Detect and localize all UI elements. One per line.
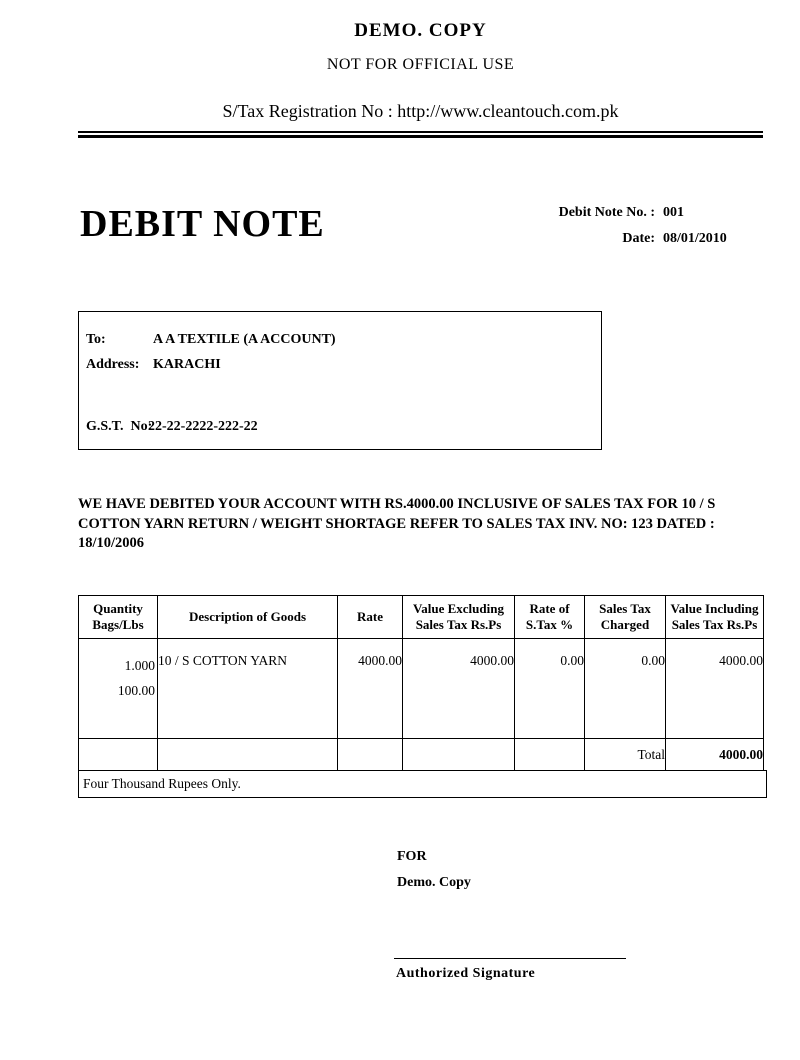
header-divider-rule — [78, 131, 763, 138]
table-header-row — [79, 596, 764, 639]
demo-copy-title: DEMO. COPY — [354, 20, 487, 41]
debit-note-no-label: Debit Note No. : — [558, 205, 655, 220]
stax-rate-cell: 0.00 — [515, 639, 585, 739]
signature-line — [394, 958, 626, 959]
quantity-lbs: 100.00 — [117, 683, 155, 698]
statement-line-3: 18/10/2006 — [78, 535, 145, 551]
items-table — [78, 595, 764, 771]
amount-in-words-box — [78, 770, 767, 798]
sales-tax-charged-cell: 0.00 — [585, 639, 666, 739]
address-label: Address: — [86, 357, 140, 372]
total-row — [79, 739, 764, 771]
statement-line-1: WE HAVE DEBITED YOUR ACCOUNT WITH RS.4000.00 INCLUSIVE OF SALES TAX FOR 10 / S — [78, 496, 716, 512]
not-for-official-use-text: NOT FOR OFFICIAL USE — [326, 56, 515, 73]
col-header-quantity: Quantity Bags/Lbs — [79, 596, 158, 639]
col-header-value-excluding: Value Excluding Sales Tax Rs.Ps — [403, 596, 515, 639]
authorized-signature-label: Authorized Signature — [396, 966, 536, 981]
recipient-box — [78, 311, 602, 450]
col-header-value-including: Value Including Sales Tax Rs.Ps — [666, 596, 764, 639]
total-empty-cell — [403, 739, 515, 771]
rate-cell: 4000.00 — [338, 639, 403, 739]
gst-label: G.S.T. No: — [86, 419, 153, 434]
col-header-sales-tax-charged: Sales Tax Charged — [585, 596, 666, 639]
statement-line-2: COTTON YARN RETURN / WEIGHT SHORTAGE REFER TO SALES TAX INV. NO: 123 DATED : — [78, 515, 715, 532]
quantity-bags: 1.000 — [124, 658, 155, 673]
address-value: KARACHI — [153, 357, 221, 372]
company-name: Demo. Copy — [397, 875, 471, 890]
quantity-cell — [79, 639, 158, 739]
to-label: To: — [86, 332, 106, 347]
for-label: FOR — [397, 849, 427, 864]
description-cell: 10 / S COTTON YARN — [158, 639, 338, 739]
total-empty-cell — [158, 739, 338, 771]
value-including-cell: 4000.00 — [666, 639, 764, 739]
total-empty-cell — [79, 739, 158, 771]
debit-note-no-value: 001 — [663, 205, 684, 220]
debit-statement — [78, 495, 768, 554]
date-label: Date: — [622, 231, 655, 246]
date-value: 08/01/2010 — [663, 231, 727, 246]
to-value: A A TEXTILE (A ACCOUNT) — [153, 332, 336, 347]
col-header-rate: Rate — [338, 596, 403, 639]
col-header-stax-rate: Rate of S.Tax % — [515, 596, 585, 639]
total-empty-cell — [515, 739, 585, 771]
value-excluding-cell: 4000.00 — [403, 639, 515, 739]
col-header-description: Description of Goods — [158, 596, 338, 639]
item-row — [79, 639, 764, 739]
document-title: DEBIT NOTE — [80, 203, 325, 245]
tax-registration-line: S/Tax Registration No : http://www.cleantouch.com.pk — [222, 101, 619, 121]
total-empty-cell — [338, 739, 403, 771]
total-label: Total — [585, 739, 666, 771]
amount-in-words-text: Four Thousand Rupees Only. — [83, 776, 241, 791]
gst-value: 22-22-2222-222-22 — [148, 419, 258, 434]
total-value: 4000.00 — [666, 739, 764, 771]
